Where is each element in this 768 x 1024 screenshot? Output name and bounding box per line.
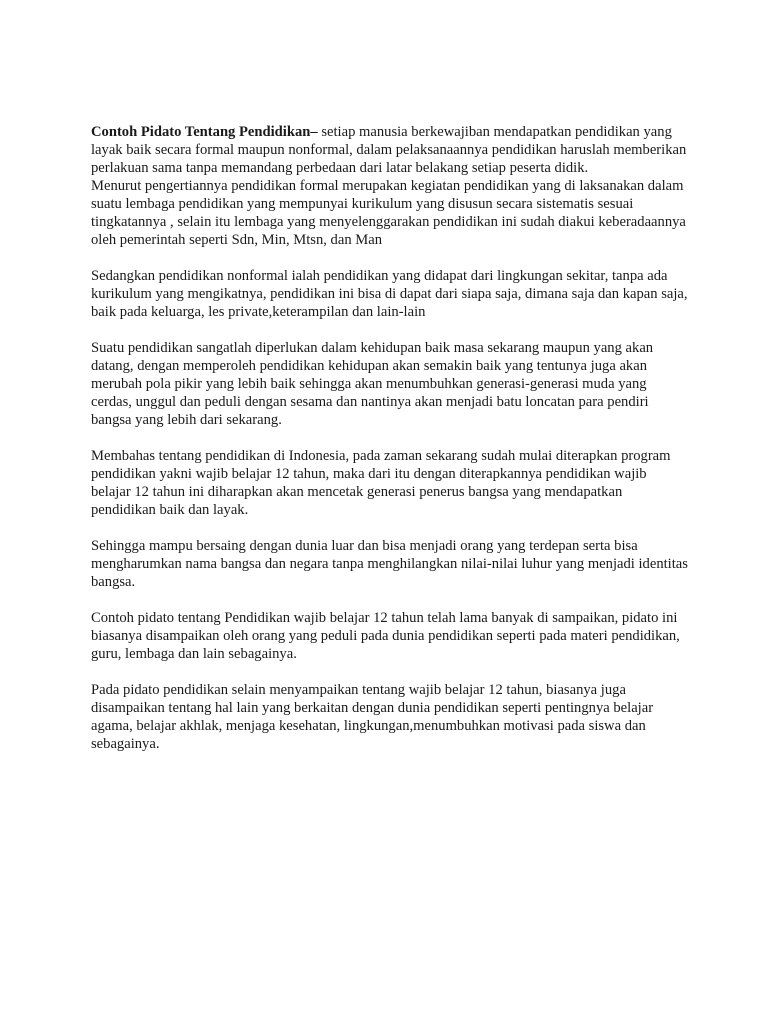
paragraph-formal-definition: Menurut pengertiannya pendidikan formal merupakan kegiatan pendidikan yang di laksanakan dalam suatu lembaga pendidikan yang mempunyai kurikulum yang disusun secara sistematis sesuai tingkatannya , selain itu lembaga yang menyelenggarakan pendidikan ini sudah diakui keberadaannya oleh pemerintah seperti Sdn, Min, Mtsn, dan Man xyxy=(91,178,686,248)
paragraph-speech-topics: Pada pidato pendidikan selain menyampaikan tentang wajib belajar 12 tahun, biasanya juga disampaikan tentang hal lain yang berkaitan dengan dunia pendidikan seperti pentingnya belajar agama, belajar akhlak, menjaga kesehatan, lingkungan,menumbuhkan motivasi pada siswa dan sebagainya. xyxy=(91,682,654,752)
paragraph-indonesia: Membahas tentang pendidikan di Indonesia, pada zaman sekarang sudah mulai diterapkan program pendidikan yakni wajib belajar 12 tahun, maka dari itu dengan diterapkannya pendidikan wajib belajar 12 tahun ini diharapkan akan mencetak generasi penerus bangsa yang mendapatkan pendidikan baik dan layak. xyxy=(91,448,671,518)
intro-text: setiap manusia berkewajiban mendapatkan pendidikan yang layak baik secara formal maupun nonformal, dalam pelaksanaannya pendidikan haruslah memberikan perlakuan sama tanpa memandang perbedaan dari latar belakang setiap peserta didik. xyxy=(91,124,687,176)
paragraph-importance: Suatu pendidikan sangatlah diperlukan dalam kehidupan baik masa sekarang maupun yang akan datang, dengan memperoleh pendidikan kehidupan akan semakin baik yang tentunya juga akan merubah pola pikir yang lebih baik sehingga akan menumbuhkan generasi-generasi muda yang cerdas, unggul dan peduli dengan sesama dan nantinya akan menjadi batu loncatan para pendiri bangsa yang lebih dari sekarang. xyxy=(91,340,654,428)
document-title: Contoh Pidato Tentang Pendidikan– xyxy=(91,124,318,140)
paragraph-competition: Sehingga mampu bersaing dengan dunia luar dan bisa menjadi orang yang terdepan serta bisa mengharumkan nama bangsa dan negara tanpa menghilangkan nilai-nilai luhur yang menjadi identitas bangsa. xyxy=(91,538,688,590)
paragraph-nonformal-definition: Sedangkan pendidikan nonformal ialah pendidikan yang didapat dari lingkungan sekitar, tanpa ada kurikulum yang mengikatnya, pendidikan ini bisa di dapat dari siapa saja, dimana saja dan kapan saja, baik pada keluarga, les private,keterampilan dan lain-lain xyxy=(91,268,688,320)
intro-paragraph xyxy=(91,123,688,177)
paragraph-speech-examples: Contoh pidato tentang Pendidikan wajib belajar 12 tahun telah lama banyak di sampaikan, pidato ini biasanya disampaikan oleh orang yang peduli pada dunia pendidikan seperti pada materi pendidikan, guru, lembaga dan lain sebagainya. xyxy=(91,610,680,662)
